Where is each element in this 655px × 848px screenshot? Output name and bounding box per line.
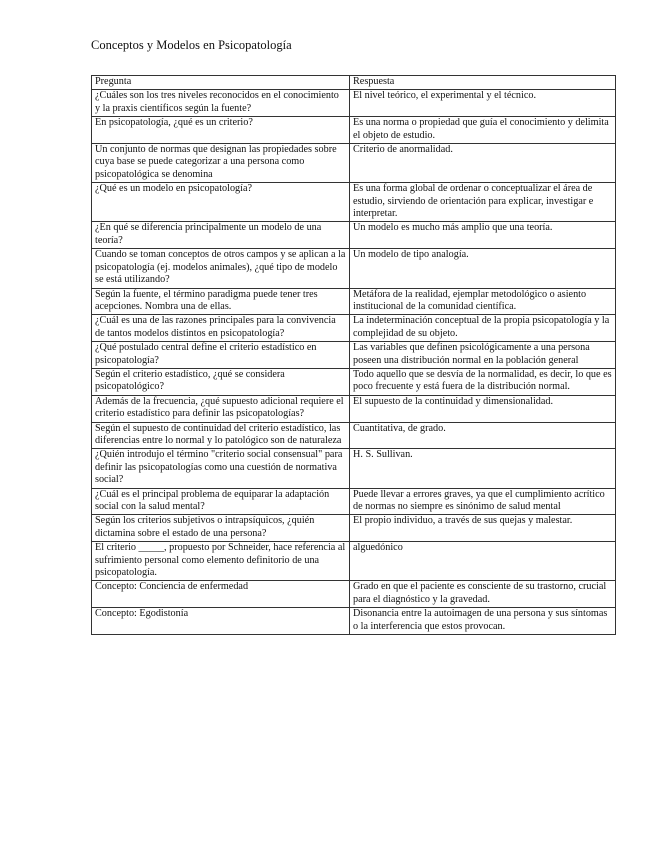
table-row [92,90,616,117]
question-cell: Un conjunto de normas que designan las propiedades sobre cuya base se puede categorizar a una persona como psicopatológica se denomina [92,144,350,183]
question-cell: ¿Cuál es una de las razones principales para la convivencia de tantos modelos distintos en psicopatología? [92,315,350,342]
question-cell: ¿En qué se diferencia principalmente un modelo de una teoría? [92,222,350,249]
answer-cell: La indeterminación conceptual de la propia psicopatología y la complejidad de su objeto. [350,315,616,342]
answer-cell: Puede llevar a errores graves, ya que el cumplimiento acrítico de normas no siempre es sinónimo de salud mental [350,488,616,515]
answer-cell: Un modelo de tipo analogía. [350,249,616,288]
question-cell: En psicopatología, ¿qué es un criterio? [92,117,350,144]
table-row [92,581,616,608]
question-cell: Según el criterio estadístico, ¿qué se considera psicopatológico? [92,368,350,395]
answer-cell: Metáfora de la realidad, ejemplar metodológico o asiento institucional de la comunidad científica. [350,288,616,315]
table-body [92,90,616,635]
answer-cell: Es una forma global de ordenar o conceptualizar el área de estudio, sirviendo de orientación para explicar, investigar e interpretar. [350,183,616,222]
question-cell: Según los criterios subjetivos o intrapsíquicos, ¿quién dictamina sobre el estado de una persona? [92,515,350,542]
table-row [92,608,616,635]
table-row [92,422,616,449]
question-cell: Cuando se toman conceptos de otros campos y se aplican a la psicopatología (ej. modelos animales), ¿qué tipo de modelo se está utilizando? [92,249,350,288]
table-row [92,342,616,369]
answer-cell: H. S. Sullivan. [350,449,616,488]
answer-cell: Un modelo es mucho más amplio que una teoría. [350,222,616,249]
question-cell: Según la fuente, el término paradigma puede tener tres acepciones. Nombra una de ellas. [92,288,350,315]
table-row [92,288,616,315]
qa-table [91,75,616,635]
answer-cell: Grado en que el paciente es consciente de su trastorno, crucial para el diagnóstico y la gravedad. [350,581,616,608]
question-cell: ¿Qué es un modelo en psicopatología? [92,183,350,222]
header-respuesta: Respuesta [350,76,616,90]
table-row [92,542,616,581]
question-cell: ¿Cuáles son los tres niveles reconocidos en el conocimiento y la praxis científicos según la fuente? [92,90,350,117]
table-row [92,117,616,144]
table-row [92,183,616,222]
question-cell: ¿Cuál es el principal problema de equiparar la adaptación social con la salud mental? [92,488,350,515]
table-row [92,395,616,422]
answer-cell: El propio individuo, a través de sus quejas y malestar. [350,515,616,542]
table-row [92,222,616,249]
answer-cell: Es una norma o propiedad que guía el conocimiento y delimita el objeto de estudio. [350,117,616,144]
answer-cell: El nivel teórico, el experimental y el técnico. [350,90,616,117]
question-cell: ¿Qué postulado central define el criterio estadístico en psicopatología? [92,342,350,369]
answer-cell: Las variables que definen psicológicamente a una persona poseen una distribución normal en la población general [350,342,616,369]
question-cell: Según el supuesto de continuidad del criterio estadístico, las diferencias entre lo normal y lo patológico son de naturaleza [92,422,350,449]
table-row [92,488,616,515]
table-row [92,515,616,542]
question-cell: El criterio _____, propuesto por Schneider, hace referencia al sufrimiento personal como elemento definitorio de una psicopatología. [92,542,350,581]
table-row [92,368,616,395]
answer-cell: alguedónico [350,542,616,581]
question-cell: ¿Quién introdujo el término "criterio social consensual" para definir las psicopatologías como una cuestión de normativa social? [92,449,350,488]
header-pregunta: Pregunta [92,76,350,90]
answer-cell: Disonancia entre la autoimagen de una persona y sus síntomas o la interferencia que estos provocan. [350,608,616,635]
document-title: Conceptos y Modelos en Psicopatología [91,38,292,52]
question-cell: Concepto: Conciencia de enfermedad [92,581,350,608]
table-row [92,449,616,488]
table-header-row [92,76,616,90]
answer-cell: Cuantitativa, de grado. [350,422,616,449]
answer-cell: Criterio de anormalidad. [350,144,616,183]
question-cell: Además de la frecuencia, ¿qué supuesto adicional requiere el criterio estadístico para definir las psicopatologías? [92,395,350,422]
table-row [92,315,616,342]
question-cell: Concepto: Egodistonía [92,608,350,635]
answer-cell: El supuesto de la continuidad y dimensionalidad. [350,395,616,422]
table-row [92,144,616,183]
table-row [92,249,616,288]
answer-cell: Todo aquello que se desvía de la normalidad, es decir, lo que es poco frecuente y está fuera de la distribución normal. [350,368,616,395]
